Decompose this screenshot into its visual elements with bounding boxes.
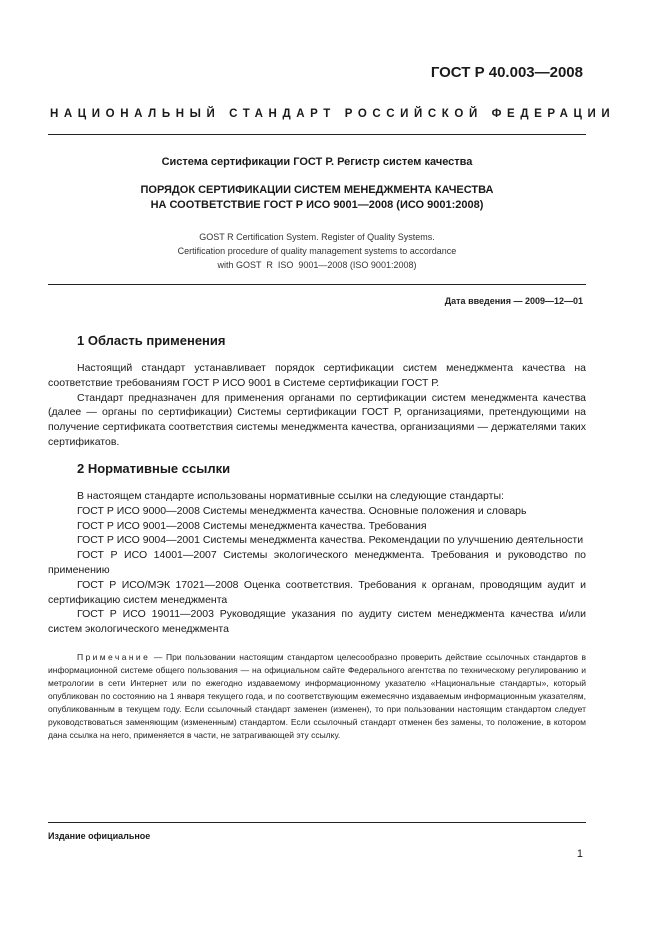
section-1-body [48,361,586,450]
reference-item: ГОСТ Р ИСО 9004—2001 Системы менеджмента качества. Рекомендации по улучшению деятельности [77,534,584,547]
english-title-line-1: GOST R Certification System. Register of Quality Systems. [199,232,435,242]
title-line-1: ПОРЯДОК СЕРТИФИКАЦИИ СИСТЕМ МЕНЕДЖМЕНТА КАЧЕСТВА [140,184,494,196]
english-title-line-2: Certification procedure of quality management systems to accordance [177,246,457,256]
footer-divider [48,822,586,823]
note-label: Примечание [77,652,151,662]
title-line-2: НА СООТВЕТСТВИЕ ГОСТ Р ИСО 9001—2008 (ИСО 9001:2008) [150,199,484,211]
section-2-heading: 2 Нормативные ссылки [77,461,231,476]
section-1-paragraph: Настоящий стандарт устанавливает порядок сертификации систем менеджмента качества на соответствие требованиям ГОСТ Р ИСО 9001 в Системе сертификации ГОСТ Р. [48,362,586,389]
note-text: — При пользовании настоящим стандартом целесообразно проверить действие ссылочных стандартов в информационной системе общего пользования — на официальном сайте Федерального агентства по техническому регулированию и метрологии в сети Интернет или по ежегодно издаваемому информационному указателю «Национальные стандарты», который опубликован по состоянию на 1 января текущего года, и по соответствующим ежемесячно издаваемым информационным указателям, опубликованным в текущем году. Если ссылочный стандарт заменен (изменен), то при пользовании настоящим стандартом следует руководствоваться заменяющим (измененным) стандартом. Если ссылочный стандарт отменен без замены, то положение, в котором дана ссылка на него, применяется в части, не затрагивающей эту ссылку. [48,652,586,740]
normative-references [48,489,586,637]
reference-item: ГОСТ Р ИСО 9000—2008 Системы менеджмента качества. Основные положения и словарь [77,504,527,517]
reference-item: ГОСТ Р ИСО 9001—2008 Системы менеджмента качества. Требования [77,519,427,532]
standard-series: Система сертификации ГОСТ Р. Регистр систем качества [161,156,473,168]
note-block [48,651,586,742]
reference-item: ГОСТ Р ИСО 19011—2003 Руководящие указания по аудиту систем менеджмента качества и/или систем экологического менеджмента [48,608,586,636]
title-divider [48,284,586,285]
document-title [48,183,586,213]
top-divider [48,134,586,135]
english-title [48,230,586,272]
english-title-line-3: with GOST R ISO 9001—2008 (ISO 9001:2008) [217,260,417,270]
section-1-heading: 1 Область применения [77,333,226,348]
official-edition-label: Издание официальное [48,831,151,841]
references-intro: В настоящем стандарте использованы нормативные ссылки на следующие стандарты: [77,490,504,502]
document-number: ГОСТ Р 40.003—2008 [430,64,583,81]
reference-item: ГОСТ Р ИСО/МЭК 17021—2008 Оценка соответствия. Требования к органам, проводящим аудит и сертификацию систем менеджмента [48,578,586,606]
page-number: 1 [576,848,583,860]
reference-item: ГОСТ Р ИСО 14001—2007 Системы экологического менеджмента. Требования и руководство по применению [48,549,586,576]
section-1-paragraph: Стандарт предназначен для применения органами по сертификации систем менеджмента качества (далее — органы по сертификации) Системы сертификации ГОСТ Р, организациями, претендующими на получение сертификата соответствия системы менеджмента качества, организациями — держателями таких сертификатов. [48,391,586,448]
national-standard-banner: НАЦИОНАЛЬНЫЙ СТАНДАРТ РОССИЙСКОЙ ФЕДЕРАЦИИ [50,108,616,120]
effective-date: Дата введения — 2009—12—01 [444,296,583,306]
